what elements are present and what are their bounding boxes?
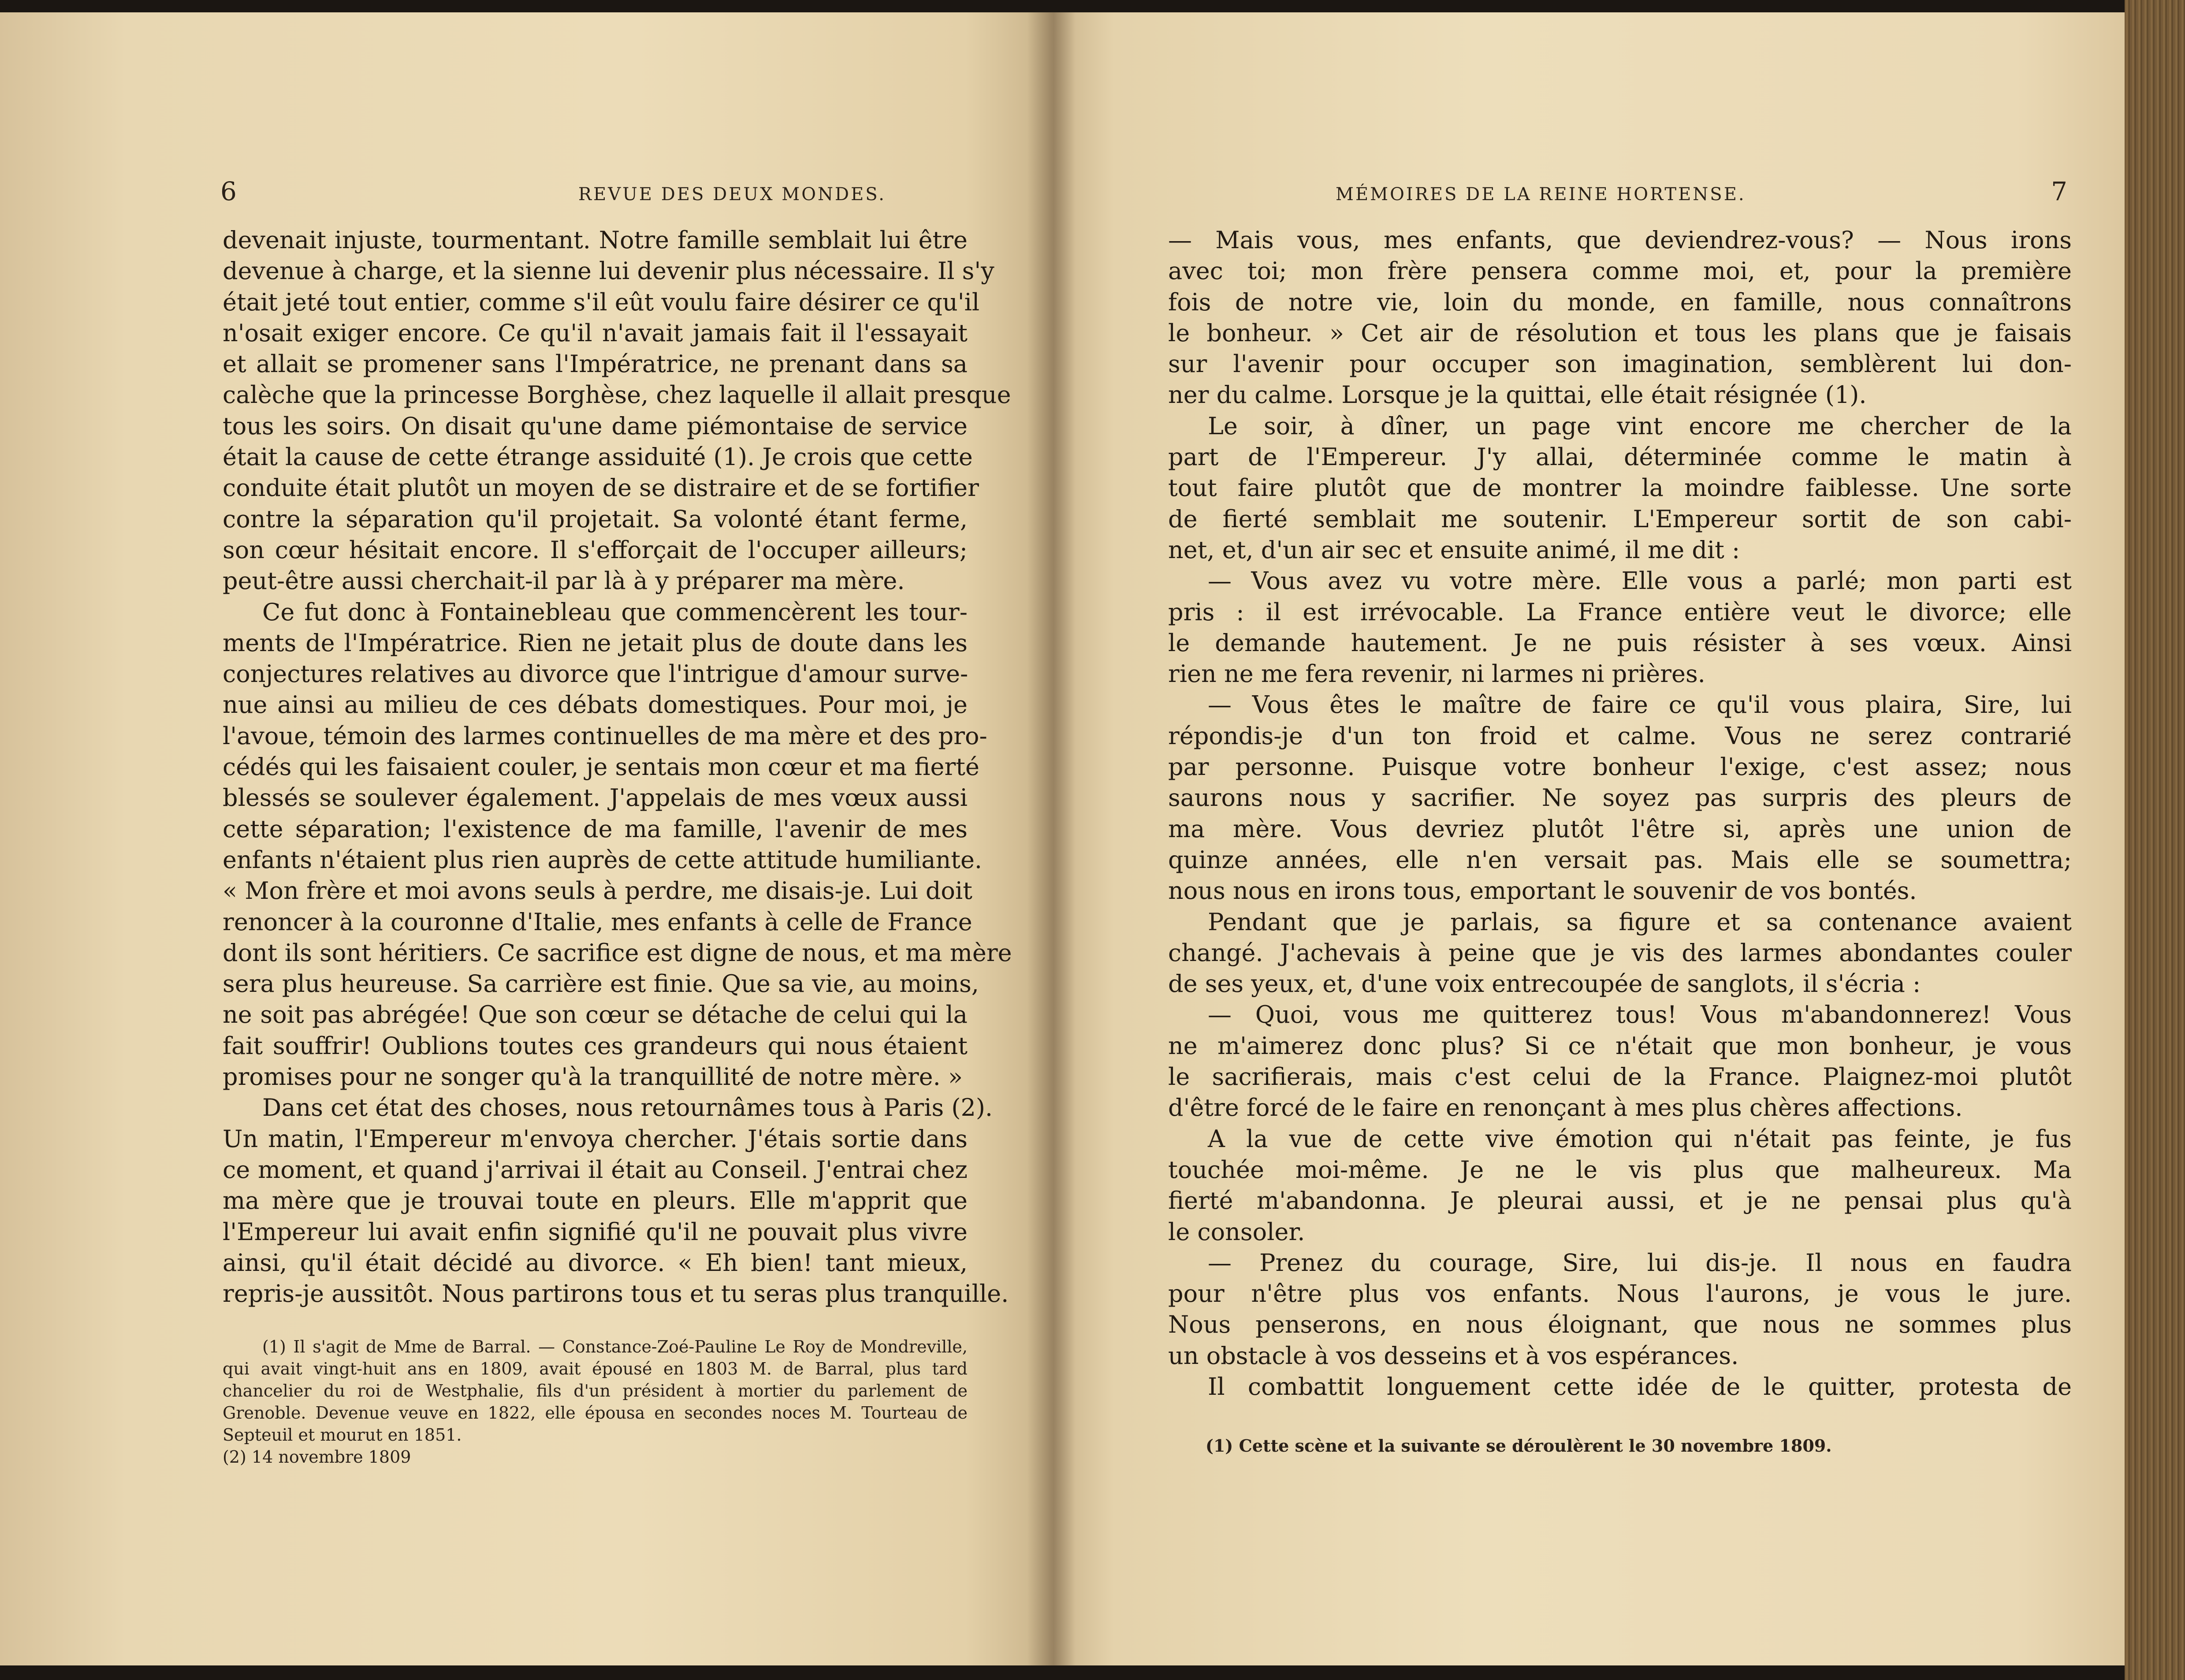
right-page-body: [1168, 225, 2072, 1402]
text-line: cédés qui les faisaient couler, je sentais mon cœur et ma fierté: [223, 753, 979, 781]
text-line: Un matin, l'Empereur m'envoya chercher. J'étais sortie dans: [223, 1125, 968, 1153]
text-line: nous nous en irons tous, emportant le souvenir de vos bontés.: [1168, 877, 1917, 905]
text-line: Dans cet état des choses, nous retournâmes tous à Paris (2).: [262, 1094, 993, 1122]
text-line: l'avoue, témoin des larmes continuelles de ma mère et des pro-: [223, 722, 987, 750]
text-line: (1) Cette scène et la suivante se déroulèrent le 30 novembre 1809.: [1206, 1436, 1832, 1456]
text-line: son cœur hésitait encore. Il s'efforçait de l'occuper ailleurs;: [223, 536, 968, 564]
text-line: ments de l'Impératrice. Rien ne jetait plus de doute dans les: [223, 629, 968, 657]
text-line: calèche que la princesse Borghèse, chez laquelle il allait presque: [223, 381, 1011, 409]
text-line: était la cause de cette étrange assiduité (1). Je crois que cette: [223, 443, 973, 471]
text-line: dont ils sont héritiers. Ce sacrifice est digne de nous, et ma mère: [223, 939, 1012, 967]
text-line: enfants n'étaient plus rien auprès de cette attitude humiliante.: [223, 846, 983, 874]
text-line: fois de notre vie, loin du monde, en famille, nous connaîtrons: [1168, 288, 2072, 316]
text-line: part de l'Empereur. J'y allai, déterminée comme le matin à: [1168, 443, 2072, 471]
text-line: Septeuil et mourut en 1851.: [223, 1425, 462, 1445]
text-line: changé. J'achevais à peine que je vis des larmes abondantes couler: [1168, 939, 2072, 967]
text-line: — Vous êtes le maître de faire ce qu'il vous plaira, Sire, lui: [1208, 691, 2072, 719]
text-line: ce moment, et quand j'arrivai il était au Conseil. J'entrai chez: [223, 1155, 968, 1184]
text-line: le demande hautement. Je ne puis résister à ses vœux. Ainsi: [1168, 629, 2072, 657]
text-line: fait souffrir! Oublions toutes ces grandeurs qui nous étaient: [223, 1032, 968, 1060]
text-line: tout faire plutôt que de montrer la moindre faiblesse. Une sorte: [1168, 474, 2072, 502]
text-line: pour n'être plus vos enfants. Nous l'aurons, je vous le jure.: [1168, 1280, 2072, 1308]
text-line: était jeté tout entier, comme s'il eût voulu faire désirer ce qu'il: [223, 288, 980, 316]
text-line: tous les soirs. On disait qu'une dame piémontaise de service: [223, 412, 968, 440]
text-line: l'Empereur lui avait enfin signifié qu'il ne pouvait plus vivre: [223, 1218, 968, 1246]
running-title: REVUE DES DEUX MONDES.: [578, 184, 886, 205]
text-line: Nous penserons, en nous éloignant, que nous ne sommes plus: [1168, 1311, 2072, 1339]
text-line: de fierté semblait me soutenir. L'Empereur sortit de son cabi-: [1168, 505, 2072, 533]
text-line: conjectures relatives au divorce que l'intrigue d'amour surve-: [223, 660, 968, 688]
text-line: ne soit pas abrégée! Que son cœur se détache de celui qui la: [223, 1001, 968, 1029]
text-line: devenue à charge, et la sienne lui devenir plus nécessaire. Il s'y: [223, 257, 994, 285]
text-line: répondis-je d'un ton froid et calme. Vous ne serez contrarié: [1168, 722, 2072, 750]
page-number: 7: [2051, 176, 2067, 206]
text-line: — Vous avez vu votre mère. Elle vous a parlé; mon parti est: [1208, 567, 2072, 595]
text-line: fierté m'abandonna. Je pleurai aussi, et je ne pensai plus qu'à: [1168, 1187, 2072, 1215]
text-line: Il combattit longuement cette idée de le quitter, protesta de: [1208, 1372, 2072, 1401]
text-line: ma mère que je trouvai toute en pleurs. Elle m'apprit que: [223, 1187, 968, 1215]
text-line: (2) 14 novembre 1809: [223, 1447, 411, 1467]
text-line: A la vue de cette vive émotion qui n'était pas feinte, je fus: [1208, 1125, 2072, 1153]
running-title: MÉMOIRES DE LA REINE HORTENSE.: [1336, 184, 1746, 205]
text-line: rien ne me fera revenir, ni larmes ni prières.: [1168, 660, 1705, 688]
text-line: quinze années, elle n'en versait pas. Mais elle se soumettra;: [1168, 846, 2072, 874]
text-line: devenait injuste, tourmentant. Notre famille semblait lui être: [223, 226, 968, 254]
text-line: chancelier du roi de Westphalie, fils d'un président à mortier du parlement de: [223, 1381, 968, 1401]
text-line: ne m'aimerez donc plus? Si ce n'était que mon bonheur, je vous: [1168, 1032, 2072, 1060]
page-number: 6: [220, 176, 237, 206]
text-line: net, et, d'un air sec et ensuite animé, il me dit :: [1168, 536, 1740, 564]
text-line: de ses yeux, et, d'une voix entrecoupée de sanglots, il s'écria :: [1168, 970, 1921, 998]
text-line: « Mon frère et moi avons seuls à perdre, me disais-je. Lui doit: [223, 877, 972, 905]
text-line: par personne. Puisque votre bonheur l'exige, c'est assez; nous: [1168, 753, 2072, 781]
text-line: un obstacle à vos desseins et à vos espérances.: [1168, 1341, 1739, 1370]
text-line: nue ainsi au milieu de ces débats domestiques. Pour moi, je: [223, 691, 968, 719]
page-edges: [2125, 0, 2185, 1680]
text-line: repris-je aussitôt. Nous partirons tous et tu seras plus tranquille.: [223, 1280, 1009, 1308]
text-line: contre la séparation qu'il projetait. Sa volonté étant ferme,: [223, 505, 968, 533]
text-line: le consoler.: [1168, 1218, 1305, 1246]
text-line: saurons nous y sacrifier. Ne soyez pas surpris des pleurs de: [1168, 784, 2072, 812]
text-line: le bonheur. » Cet air de résolution et tous les plans que je faisais: [1168, 319, 2072, 347]
text-line: — Mais vous, mes enfants, que deviendrez-vous? — Nous irons: [1168, 226, 2072, 254]
text-line: Pendant que je parlais, sa figure et sa contenance avaient: [1208, 908, 2072, 936]
text-line: — Prenez du courage, Sire, lui dis-je. Il nous en faudra: [1208, 1248, 2072, 1277]
left-page-header: [220, 176, 965, 216]
text-line: blessés se soulever également. J'appelais de mes vœux aussi: [223, 784, 968, 812]
text-line: ma mère. Vous devriez plutôt l'être si, après une union de: [1168, 815, 2072, 843]
right-page-header: [1336, 176, 2067, 216]
text-line: Ce fut donc à Fontainebleau que commencèrent les tour-: [262, 598, 968, 626]
text-line: peut-être aussi cherchait-il par là à y préparer ma mère.: [223, 567, 905, 595]
text-line: conduite était plutôt un moyen de se distraire et de se fortifier: [223, 474, 979, 502]
text-line: touchée moi-même. Je ne le vis plus que malheureux. Ma: [1168, 1155, 2072, 1184]
text-line: avec toi; mon frère pensera comme moi, et, pour la première: [1168, 257, 2072, 285]
text-line: qui avait vingt-huit ans en 1809, avait épousé en 1803 M. de Barral, plus tard: [223, 1359, 968, 1378]
text-line: (1) Il s'agit de Mme de Barral. — Constance-Zoé-Pauline Le Roy de Mondreville,: [262, 1337, 968, 1356]
right-page-footnotes: [1206, 1435, 1832, 1457]
left-page-footnotes: [223, 1336, 968, 1468]
text-line: Le soir, à dîner, un page vint encore me chercher de la: [1208, 412, 2072, 440]
text-line: ner du calme. Lorsque je la quittai, elle était résignée (1).: [1168, 381, 1867, 409]
text-line: n'osait exiger encore. Ce qu'il n'avait jamais fait il l'essayait: [223, 319, 968, 347]
left-page-body: [223, 225, 1012, 1309]
text-line: ainsi, qu'il était décidé au divorce. « Eh bien! tant mieux,: [223, 1248, 968, 1277]
text-line: Grenoble. Devenue veuve en 1822, elle épousa en secondes noces M. Tourteau de: [223, 1403, 968, 1423]
text-line: sur l'avenir pour occuper son imagination, semblèrent lui don-: [1168, 350, 2072, 378]
text-line: le sacrifierais, mais c'est celui de la France. Plaignez-moi plutôt: [1168, 1063, 2072, 1091]
text-line: renoncer à la couronne d'Italie, mes enfants à celle de France: [223, 908, 972, 936]
text-line: d'être forcé de le faire en renonçant à mes plus chères affections.: [1168, 1094, 1963, 1122]
text-line: et allait se promener sans l'Impératrice, ne prenant dans sa: [223, 350, 968, 378]
text-line: — Quoi, vous me quitterez tous! Vous m'abandonnerez! Vous: [1208, 1001, 2072, 1029]
text-line: pris : il est irrévocable. La France entière veut le divorce; elle: [1168, 598, 2072, 626]
text-line: promises pour ne songer qu'à la tranquillité de notre mère. »: [223, 1063, 963, 1091]
text-line: cette séparation; l'existence de ma famille, l'avenir de mes: [223, 815, 968, 843]
text-line: sera plus heureuse. Sa carrière est finie. Que sa vie, au moins,: [223, 970, 979, 998]
